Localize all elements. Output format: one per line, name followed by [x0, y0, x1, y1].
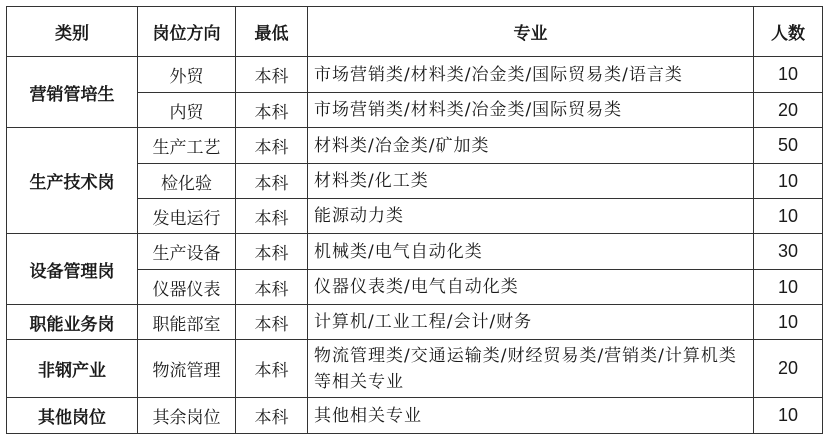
header-category: 类别 — [7, 7, 138, 57]
major-cell: 材料类/化工类 — [308, 164, 754, 199]
degree-cell: 本科 — [236, 57, 308, 93]
header-direction: 岗位方向 — [138, 7, 236, 57]
direction-cell: 外贸 — [138, 57, 236, 93]
direction-cell: 其余岗位 — [138, 398, 236, 434]
count-cell: 20 — [754, 93, 823, 128]
count-cell: 30 — [754, 234, 823, 270]
degree-cell: 本科 — [236, 270, 308, 305]
direction-cell: 物流管理 — [138, 340, 236, 398]
count-cell: 10 — [754, 305, 823, 340]
category-cell: 设备管理岗 — [7, 234, 138, 305]
header-count: 人数 — [754, 7, 823, 57]
count-cell: 10 — [754, 270, 823, 305]
direction-cell: 发电运行 — [138, 199, 236, 234]
major-cell: 物流管理类/交通运输类/财经贸易类/营销类/计算机类等相关专业 — [308, 340, 754, 398]
major-cell: 计算机/工业工程/会计/财务 — [308, 305, 754, 340]
count-cell: 20 — [754, 340, 823, 398]
count-cell: 10 — [754, 398, 823, 434]
header-row — [7, 7, 823, 57]
table-row — [7, 234, 823, 270]
degree-cell: 本科 — [236, 164, 308, 199]
direction-cell: 生产工艺 — [138, 128, 236, 164]
count-cell: 10 — [754, 57, 823, 93]
direction-cell: 检化验 — [138, 164, 236, 199]
degree-cell: 本科 — [236, 305, 308, 340]
table-row — [7, 305, 823, 340]
table-row — [7, 398, 823, 434]
category-cell: 生产技术岗 — [7, 128, 138, 234]
major-cell: 机械类/电气自动化类 — [308, 234, 754, 270]
degree-cell: 本科 — [236, 93, 308, 128]
header-major: 专业 — [308, 7, 754, 57]
degree-cell: 本科 — [236, 234, 308, 270]
table-row — [7, 128, 823, 164]
major-cell: 仪器仪表类/电气自动化类 — [308, 270, 754, 305]
degree-cell: 本科 — [236, 398, 308, 434]
direction-cell: 职能部室 — [138, 305, 236, 340]
recruitment-table — [6, 6, 823, 434]
count-cell: 10 — [754, 164, 823, 199]
degree-cell: 本科 — [236, 128, 308, 164]
direction-cell: 仪器仪表 — [138, 270, 236, 305]
count-cell: 10 — [754, 199, 823, 234]
category-cell: 其他岗位 — [7, 398, 138, 434]
major-cell: 材料类/冶金类/矿加类 — [308, 128, 754, 164]
major-cell: 市场营销类/材料类/冶金类/国际贸易类 — [308, 93, 754, 128]
category-cell: 职能业务岗 — [7, 305, 138, 340]
degree-cell: 本科 — [236, 340, 308, 398]
direction-cell: 生产设备 — [138, 234, 236, 270]
major-cell: 其他相关专业 — [308, 398, 754, 434]
category-cell: 非钢产业 — [7, 340, 138, 398]
header-min-degree: 最低 — [236, 7, 308, 57]
degree-cell: 本科 — [236, 199, 308, 234]
major-cell: 市场营销类/材料类/冶金类/国际贸易类/语言类 — [308, 57, 754, 93]
count-cell: 50 — [754, 128, 823, 164]
table-row — [7, 340, 823, 398]
direction-cell: 内贸 — [138, 93, 236, 128]
major-cell: 能源动力类 — [308, 199, 754, 234]
category-cell: 营销管培生 — [7, 57, 138, 128]
table-row — [7, 57, 823, 93]
